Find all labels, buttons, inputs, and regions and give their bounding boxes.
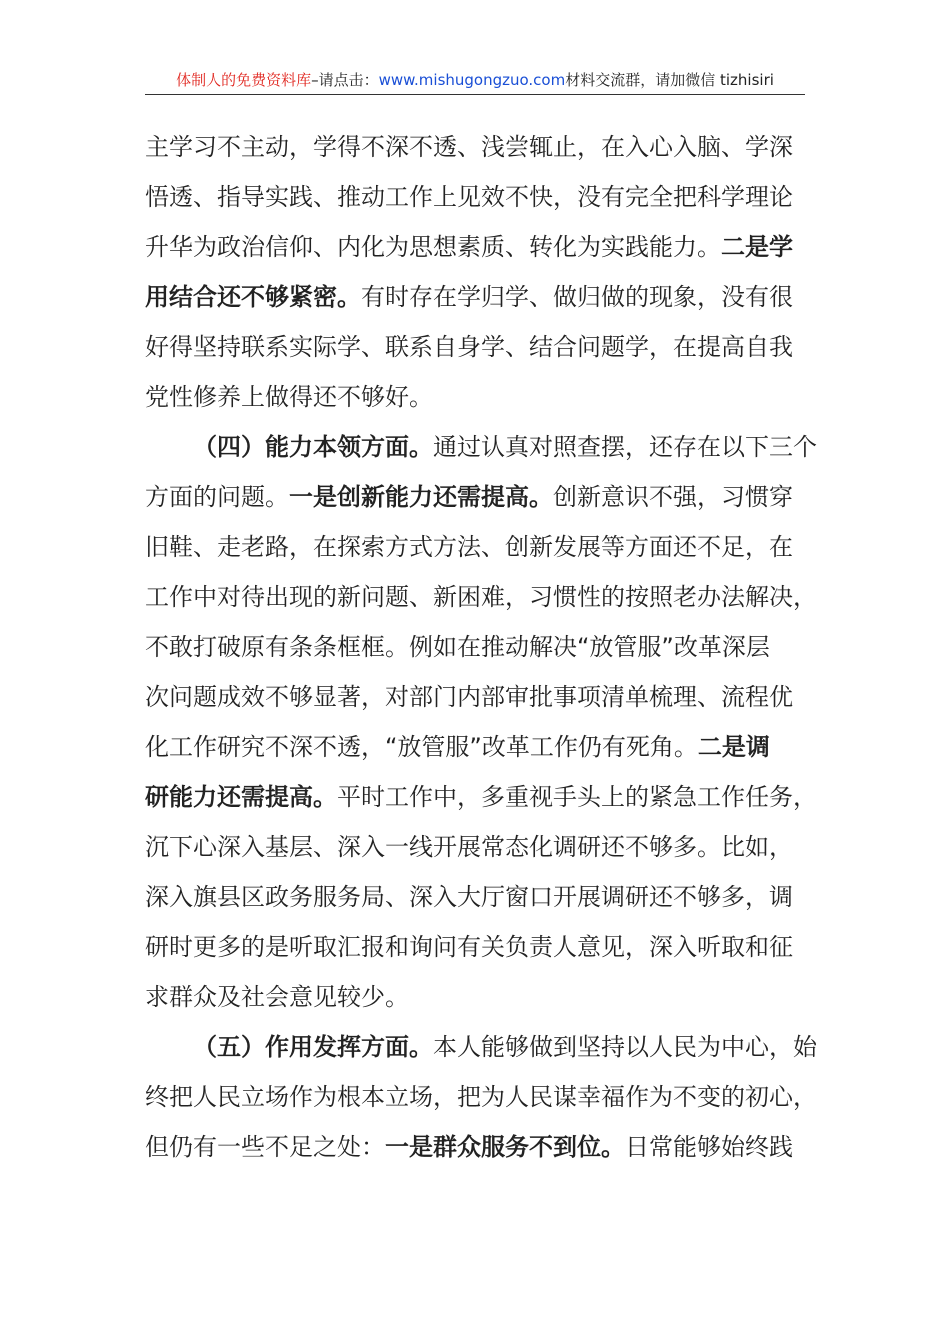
- text-line: 求群众及社会意见较少。: [145, 983, 409, 1011]
- section-heading-line: （四）能力本领方面。通过认真对照查摆，还存在以下三个: [193, 433, 817, 461]
- site-name: 体制人的免费资料库: [176, 71, 312, 89]
- text-line: 研时更多的是听取汇报和询问有关负责人意见，深入听取和征: [145, 933, 793, 961]
- bold-point: 一是创新能力还需提高。: [289, 483, 553, 511]
- text-line: 悟透、指导实践、推动工作上见效不快，没有完全把科学理论: [145, 183, 793, 211]
- site-url-link[interactable]: www.mishugongzuo.com: [378, 71, 566, 89]
- text-line: 旧鞋、走老路，在探索方式方法、创新发展等方面还不足，在: [145, 533, 793, 561]
- text-line: 深入旗县区政务服务局、深入大厅窗口开展调研还不够多，调: [145, 883, 793, 911]
- text-line: 用结合还不够紧密。有时存在学归学、做归做的现象，没有很: [145, 283, 793, 311]
- bold-point: 一是群众服务不到位。: [385, 1133, 625, 1161]
- header-prompt: –请点击：: [311, 71, 379, 89]
- section-heading: （五）作用发挥方面。: [193, 1033, 433, 1061]
- text-line: 方面的问题。一是创新能力还需提高。创新意识不强，习惯穿: [145, 483, 793, 511]
- text-line: 好得坚持联系实际学、联系自身学、结合问题学，在提高自我: [145, 333, 793, 361]
- text-line: 但仍有一些不足之处：一是群众服务不到位。日常能够始终践: [145, 1133, 793, 1161]
- header-contact: 材料交流群，请加微信 tizhisiri: [565, 71, 774, 89]
- text-line: 升华为政治信仰、内化为思想素质、转化为实践能力。二是学: [145, 233, 793, 261]
- text-line: 研能力还需提高。平时工作中，多重视手头上的紧急工作任务，: [145, 783, 817, 811]
- bold-point: 研能力还需提高。: [145, 783, 337, 811]
- section-heading: （四）能力本领方面。: [193, 433, 433, 461]
- text-line: 终把人民立场作为根本立场，把为人民谋幸福作为不变的初心，: [145, 1083, 817, 1111]
- text-line: 次问题成效不够显著，对部门内部审批事项清单梳理、流程优: [145, 683, 793, 711]
- bold-point: 二是学: [721, 233, 793, 261]
- bold-point: 二是调: [697, 733, 770, 761]
- section-heading-line: （五）作用发挥方面。本人能够做到坚持以人民为中心，始: [193, 1033, 817, 1061]
- text-line: 工作中对待出现的新问题、新困难，习惯性的按照老办法解决，: [145, 583, 817, 611]
- text-line: 党性修养上做得还不够好。: [145, 383, 433, 411]
- page-header: [145, 68, 805, 95]
- document-body: [145, 122, 817, 1172]
- text-line: 沉下心深入基层、深入一线开展常态化调研还不够多。比如，: [145, 833, 793, 861]
- text-line: 化工作研究不深不透，“放管服”改革工作仍有死角。二是调: [145, 733, 770, 761]
- text-line: 主学习不主动，学得不深不透、浅尝辄止，在入心入脑、学深: [145, 133, 793, 161]
- bold-point: 用结合还不够紧密。: [145, 283, 361, 311]
- text-line: 不敢打破原有条条框框。例如在推动解决“放管服”改革深层: [145, 633, 770, 661]
